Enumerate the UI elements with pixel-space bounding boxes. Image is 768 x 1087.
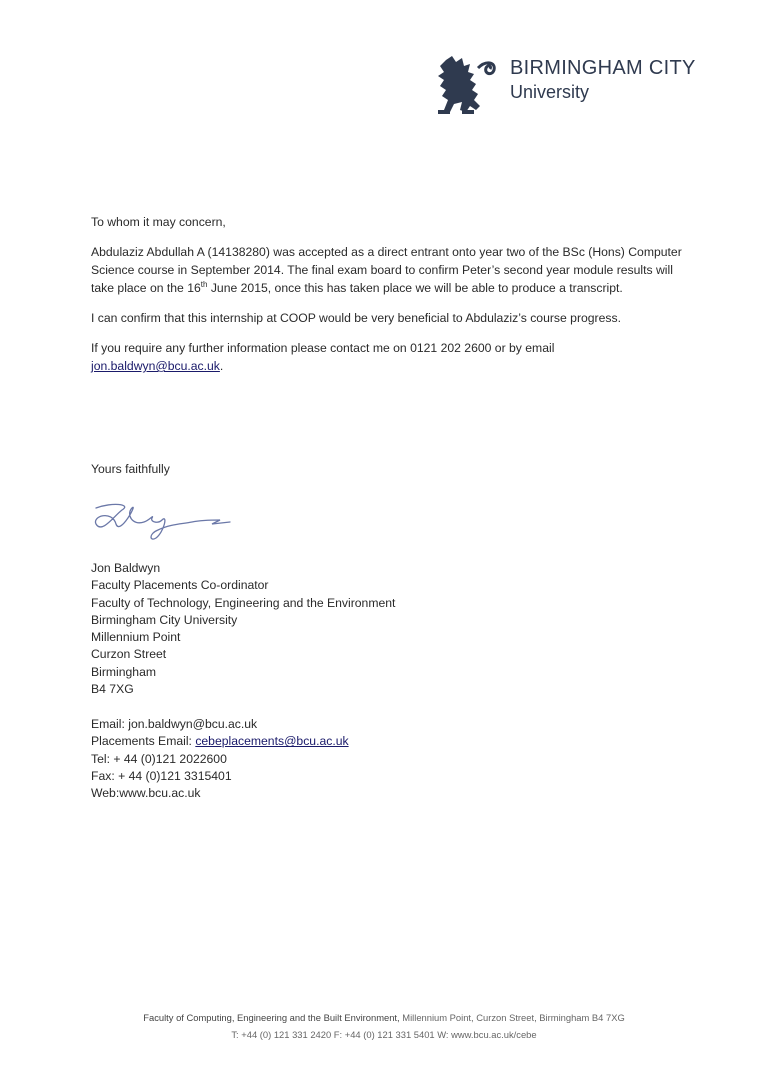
address-postcode: B4 7XG	[91, 682, 134, 697]
footer-address-line	[0, 1012, 768, 1023]
university-name-line1: BIRMINGHAM CITY	[510, 57, 696, 79]
footer-address: Millennium Point, Curzon Street, Birmingham B4 7XG	[399, 1012, 625, 1023]
salutation: To whom it may concern,	[91, 215, 226, 229]
address-street: Curzon Street	[91, 647, 167, 662]
ordinal-suffix: th	[200, 280, 208, 289]
paragraph-contact-text: If you require any further information please contact me on 0121 202 2600 or by email	[91, 341, 555, 355]
address-city: Birmingham	[91, 664, 157, 679]
paragraph-admission	[91, 243, 691, 297]
university-name-line2: University	[510, 82, 590, 102]
signatory-faculty: Faculty of Technology, Engineering and the Environment	[91, 595, 396, 610]
paragraph-internship: I can confirm that this internship at COOP would be very beneficial to Abdulaziz’s course progress.	[91, 311, 621, 325]
signature-image	[92, 494, 242, 544]
closing: Yours faithfully	[91, 462, 170, 476]
address-building: Millennium Point	[91, 630, 181, 645]
paragraph-contact	[91, 339, 691, 375]
contact-tel: Tel: + 44 (0)121 2022600	[91, 751, 227, 766]
placements-email-link[interactable]: cebeplacements@bcu.ac.uk	[195, 734, 349, 749]
university-logo	[432, 54, 732, 118]
paragraph-admission-text-b: June 2015, once this has taken place we will be able to produce a transcript.	[207, 281, 623, 295]
signatory-title: Faculty Placements Co-ordinator	[91, 578, 269, 593]
email-link[interactable]: jon.baldwyn@bcu.ac.uk	[91, 359, 220, 373]
paragraph-admission-text-a: Abdulaziz Abdullah A (14138280) was accepted as a direct entrant onto year two of the BSc (Hons) Computer Science course in September 2014. The final exam board to confirm Peter’s second year module results will take place on the 16	[91, 245, 682, 295]
contact-placements	[91, 733, 349, 750]
griffin-crest-icon	[432, 54, 502, 116]
letter-body	[91, 213, 691, 387]
contact-block	[91, 716, 349, 802]
signatory-name: Jon Baldwyn	[91, 561, 161, 575]
signatory-university: Birmingham City University	[91, 612, 238, 627]
contact-email: Email: jon.baldwyn@bcu.ac.uk	[91, 717, 258, 731]
page-footer	[0, 1012, 768, 1040]
paragraph-contact-end: .	[219, 359, 224, 373]
footer-contacts: T: +44 (0) 121 331 2420 F: +44 (0) 121 331 5401 W: www.bcu.ac.uk/cebe	[231, 1029, 537, 1040]
contact-fax: Fax: + 44 (0)121 3315401	[91, 768, 232, 783]
placements-label: Placements Email:	[91, 734, 196, 749]
contact-web: Web:www.bcu.ac.uk	[91, 786, 201, 801]
footer-faculty: Faculty of Computing, Engineering and the Built Environment,	[143, 1012, 400, 1023]
signature-block	[91, 560, 395, 698]
